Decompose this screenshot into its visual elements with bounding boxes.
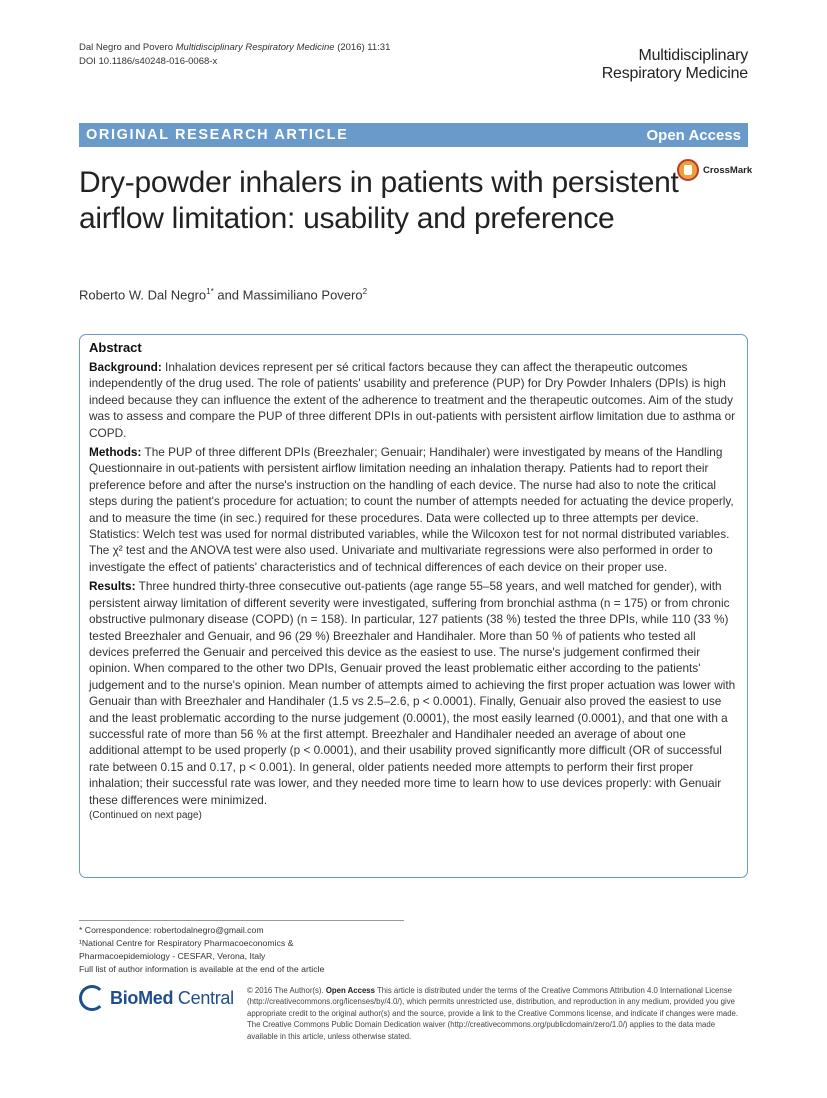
author-list [79,287,367,302]
methods-label: Methods: [89,445,142,460]
citation-line [79,41,390,55]
publisher-name [110,988,234,1009]
running-header [79,41,390,69]
author-1[interactable]: Roberto W. Dal Negro [79,287,207,303]
background-label: Background: [89,360,162,374]
crossmark-icon [677,159,699,181]
publisher-name-light: Central [173,987,234,1008]
footnote-divider [79,920,404,921]
header-year-volume: (2016) 11:31 [337,42,391,53]
author-info-note: Full list of author information is available at the end of the article [79,964,325,974]
abstract-background [89,359,738,441]
journal-logo [602,47,748,83]
publisher-name-bold: BioMed [110,987,174,1008]
results-label: Results: [89,579,136,594]
biomed-central-icon [79,985,105,1011]
header-journal: Multidisciplinary Respiratory Medicine [175,42,335,53]
abstract-box [79,334,748,878]
affiliation-line-1: ¹National Centre for Respiratory Pharmacoeconomics & [79,938,294,948]
correspondence-note[interactable]: * Correspondence: robertodalnegro@gmail.com [79,925,264,935]
crossmark-label: CrossMark [703,164,753,176]
journal-logo-line2: Respiratory Medicine [601,65,748,82]
header-doi: DOI 10.1186/s40248-016-0068-x [79,56,218,67]
footnotes [79,924,324,976]
license-prefix: © 2016 The Author(s). [247,986,326,995]
author-2-affiliation: 2 [362,287,368,296]
methods-text: The PUP of three different DPIs (Breezhaler; Genuair; Handihaler) were investigated by means of the Handling Questionnaire in out-patients with persistent airflow limitation needing an inhalation therapy. Patients had to report their preference before and after the nurse's instruction on the handling of each device. The nurse had also to note the critical steps during the patient's procedure for actuation; to count the number of attempts needed for actuating the device properly, and to measure the time (in sec.) required for these procedures. Data were collected up to three attempts per device. [89,445,734,525]
author-conjunction: and [213,287,243,303]
author-2[interactable]: Massimiliano Povero [242,287,363,303]
abstract-heading: Abstract [89,340,142,355]
article-type-banner [79,123,748,147]
license-statement [247,985,747,1042]
publisher-logo[interactable] [79,985,234,1011]
background-text: Inhalation devices represent per sé critical factors because they can affect the therapeutic outcomes independently of the drug used. The role of patients' usability and preference (PUP) for Dry Powder Inhalers (DPIs) is high indeed because they can influence the extent of the adherence to treatment and the therapeutic outcomes. Aim of the study was to assess and compare the PUP of three different DPIs in out-patients with persistent airflow limitation due to asthma or COPD. [89,360,736,440]
author-1-affiliation: 1* [206,287,214,296]
crossmark-button[interactable] [677,159,752,181]
results-text: Three hundred thirty-three consecutive out-patients (age range 55–58 years, and well matched for gender), with persistent airway limitation of different severity were investigated, suffering from bronchial asthma (n = 175) or from chronic obstructive pulmonary disease (COPD) (n = 158). In particular, 127 patients (38 %) tested the three DPIs, while 110 (33 %) tested Breezhaler and Genuair, and 96 (29 %) Breezhaler and Handihaler. More than 50 % of patients who tested all devices preferred the Genuair and perceived this device as the easiest to use. The nurse's judgement confirmed their opinion. When compared to the other two DPIs, Genuair proved the least problematic either according to the patients' judgement and to the nurse's opinion. Mean number of attempts aimed to achieving the first proper actuation was lower with Genuair than with Breezhaler and Handihaler (1.5 vs 2.5–2.6, p < 0.0001). Finally, Genuair also proved the easiest to use and the least problematic according to the nurse judgement (0.0001), the most easily learned (0.0001), and that one with a successful rate of more than 56 % at the first attempt. Breezhaler and Handihaler needed an average of about one additional attempt to be used properly (p < 0.0001), and their usability proved significantly more difficult (OR of successful rate between 0.15 and 0.17, p < 0.001). In general, older patients needed more attempts to perform their first proper inhalation; their successful rate was lower, and they needed more time to learn how to use devices properly: with Genuair these differences were minimized. [89,579,736,807]
abstract-results [89,578,738,808]
open-access-label: Open Access [646,126,741,144]
affiliation-line-2: Pharmacoepidemiology - CESFAR, Verona, Italy [79,951,266,961]
statistics-text: Statistics: Welch test was used for normal distributed variables, while the Wilcoxon test for not normal distributed variables. The χ² test and the ANOVA test were also used. Univariate and multivariate regressions were also performed in order to investigate the effect of patients' characteristics and of technical differences of each device on their proper use. [89,527,730,574]
header-authors: Dal Negro and Povero [79,42,173,53]
license-open-access: Open Access [325,986,375,995]
license-text: This article is distributed under the terms of the Creative Commons Attribution 4.0 International License (http://creativecommons.org/licenses/by/4.0/), which permits unrestricted use, distribution, and reproduction in any medium, provided you give appropriate credit to the original author(s) and the source, provide a link to the Creative Commons license, and indicate if changes were made. The Creative Commons Public Domain Dedication waiver (http://creativecommons.org/publicdomain/zero/1.0/) applies to the data made available in this article, unless otherwise stated. [247,986,739,1041]
continued-note: (Continued on next page) [89,809,202,821]
article-title: Dry-powder inhalers in patients with persistent airflow limitation: usability and preference [79,166,679,235]
journal-logo-line1: Multidisciplinary [638,47,748,64]
abstract-methods [89,444,738,575]
article-type-label: ORIGINAL RESEARCH ARTICLE [86,127,349,143]
